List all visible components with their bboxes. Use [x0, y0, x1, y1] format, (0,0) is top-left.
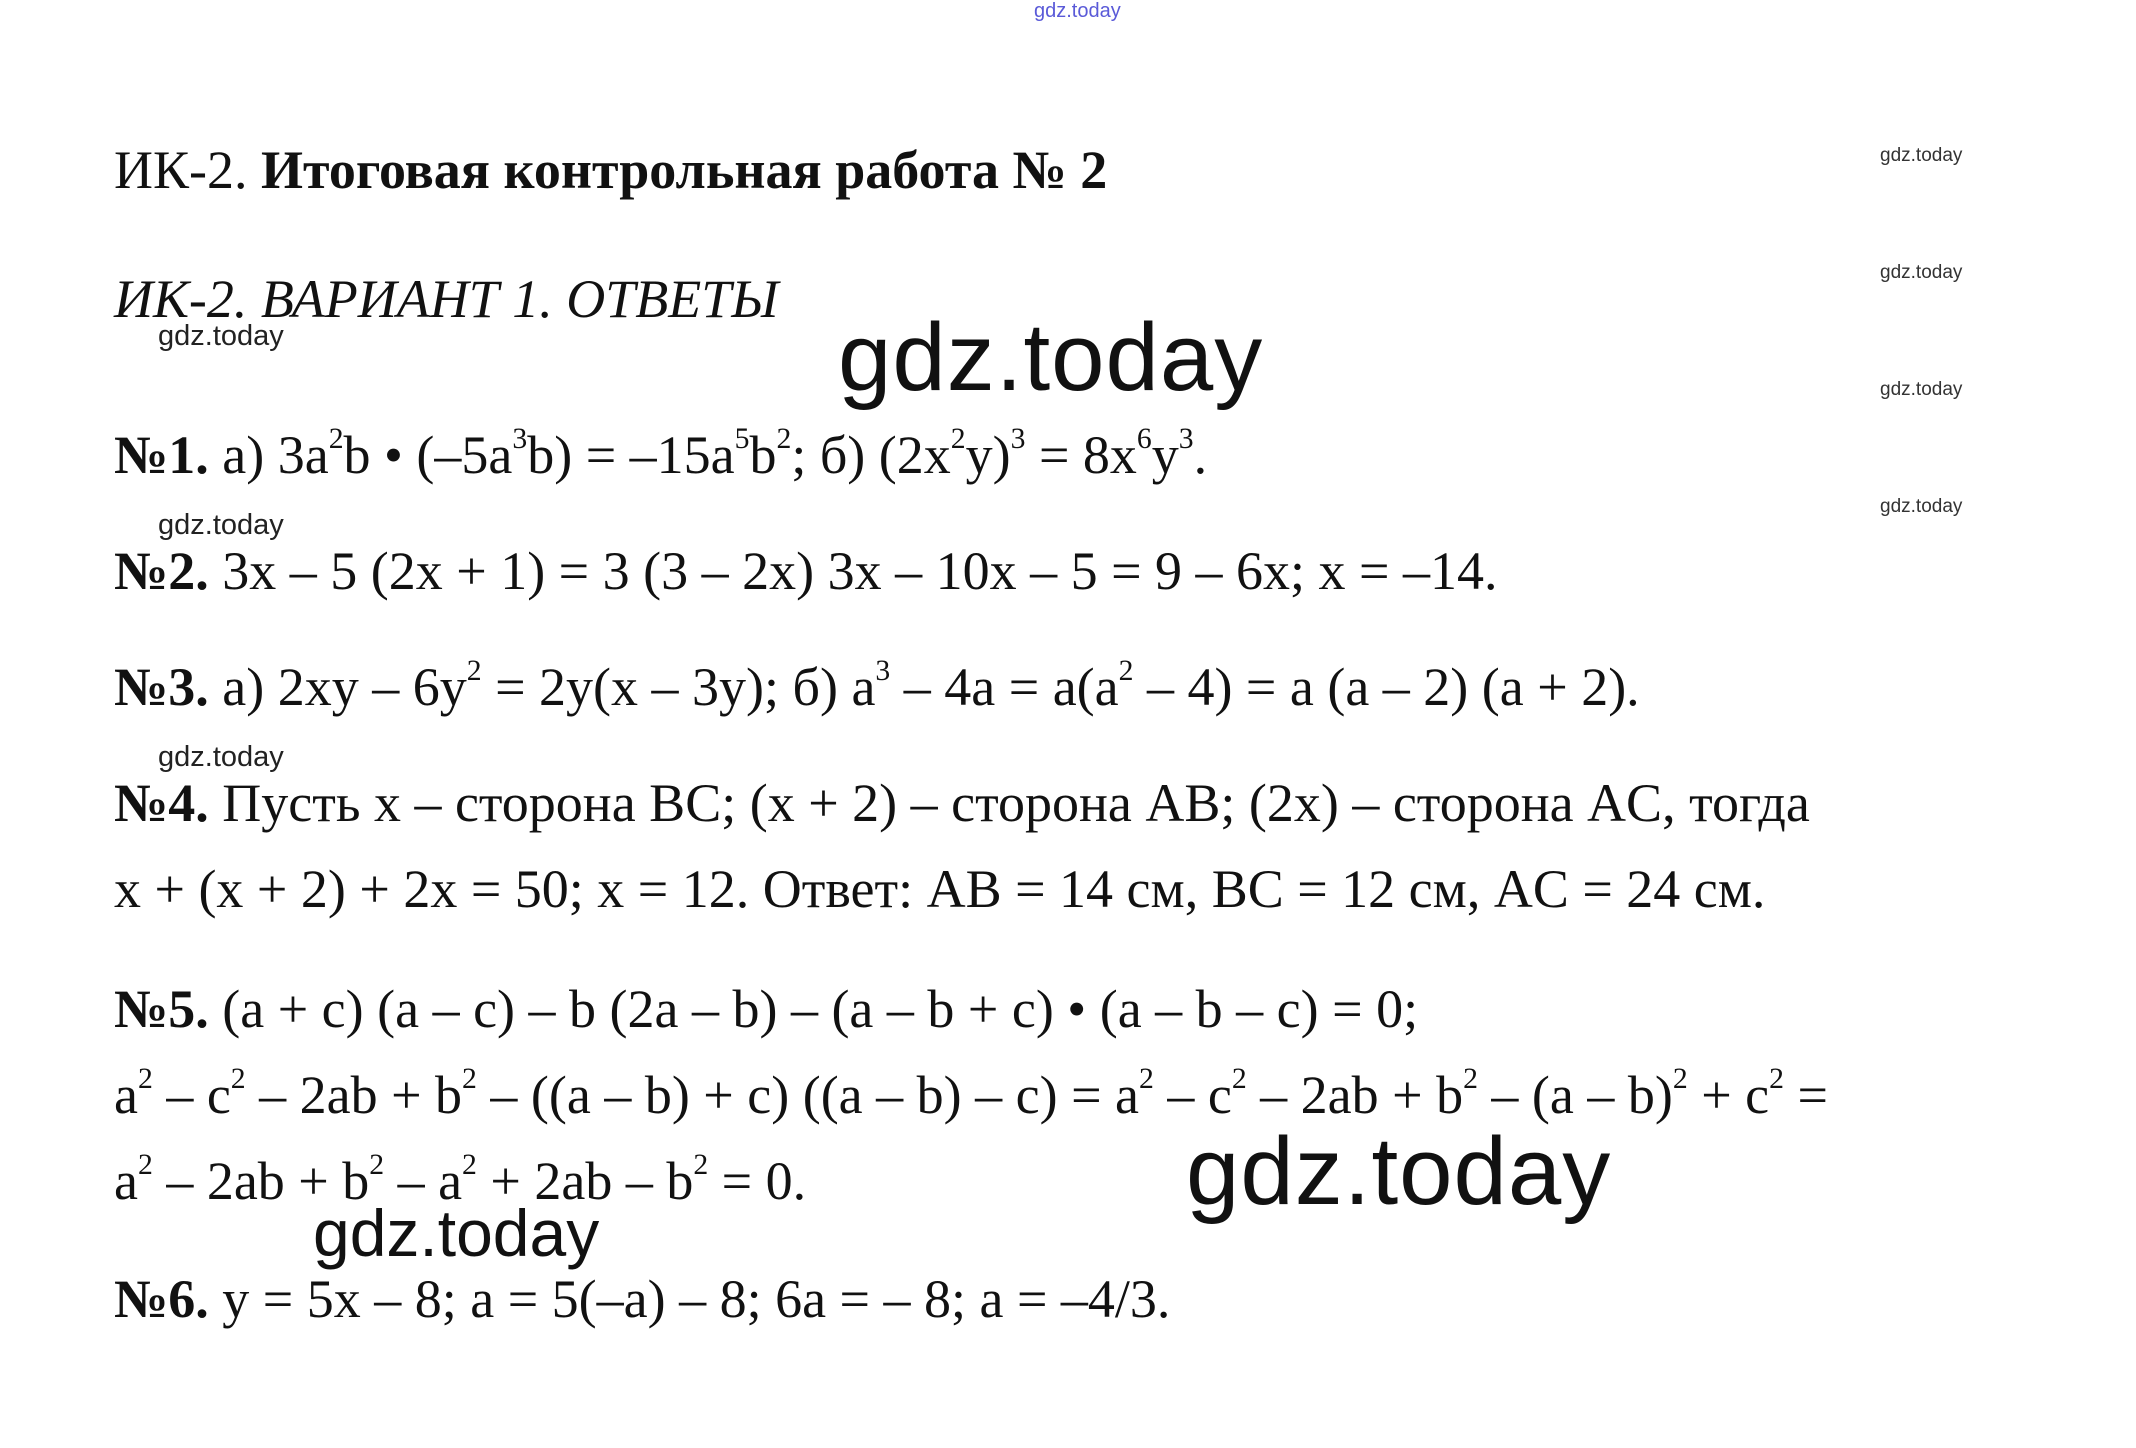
watermark-small: gdz.today [158, 741, 284, 773]
problem-number: №5. [114, 979, 209, 1039]
problem-text: (a + c) (a – c) – b (2a – b) – (a – b + c) • (a – b – c) = 0; [222, 979, 1419, 1039]
watermark-big: gdz.today [1186, 1118, 1612, 1225]
problem-6 [114, 1269, 1171, 1329]
title-text: Итоговая контрольная работа № 2 [261, 140, 1108, 200]
problem-number: №4. [114, 773, 209, 833]
watermark-mid: gdz.today [313, 1196, 600, 1270]
problem-number: №1. [114, 425, 209, 485]
variant-subtitle: ИК-2. ВАРИАНТ 1. ОТВЕТЫ [114, 269, 779, 329]
problem-text: y = 5x – 8; a = 5(–a) – 8; 6a = – 8; a = –4/3. [222, 1269, 1171, 1329]
watermark-top: gdz.today [1034, 0, 1121, 22]
title-code: ИК-2. [114, 140, 248, 200]
problem-4-line-1 [114, 773, 1810, 833]
problem-number: №3. [114, 657, 209, 717]
problem-5-line-3: $a^2 - 2ab + b^2 - a^2 + 2ab - b^2 = 0$. [114, 1148, 807, 1211]
watermark-small: gdz.today [158, 320, 284, 352]
watermark-right: gdz.today [1880, 262, 1963, 283]
problem-number: №2. [114, 541, 209, 601]
watermark-right: gdz.today [1880, 145, 1963, 166]
problem-5-line-1 [114, 979, 1419, 1039]
problem-4-line-2: x + (x + 2) + 2x = 50; x = 12. Ответ: AB = 14 см, BC = 12 см, AC = 24 см. [114, 859, 1766, 919]
problem-number: №6. [114, 1269, 209, 1329]
watermark-big: gdz.today [838, 304, 1264, 411]
watermark-small: gdz.today [158, 509, 284, 541]
watermark-right: gdz.today [1880, 496, 1963, 517]
problem-text: 3x – 5 (2x + 1) = 3 (3 – 2x) 3x – 10x – 5 = 9 – 6x; x = –14. [222, 541, 1498, 601]
problem-3: №3. а) $2xy - 6y^2 = 2y(x - 3y)$; б) $a^3 - 4a = a(a^2 - 4) = a$ (a – 2) (a + 2). [114, 654, 1640, 717]
problem-2 [114, 541, 1498, 601]
problem-1: №1. а) $3a^2b$ • $(-5a^3b) = -15a^5b^2$; б) $(2x^2y)^3 = 8x^6y^3$. [114, 422, 1208, 485]
problem-text: Пусть x – сторона BC; (x + 2) – сторона AB; (2x) – сторона AC, тогда [222, 773, 1810, 833]
problem-5-line-2: $a^2 - c^2 - 2ab + b^2 - ((a - b) + c)$ $((a - b) - c) = a^2 - c^2 - 2ab + b^2 - (a - b)^2 + c^2$ = [114, 1062, 1828, 1125]
watermark-right: gdz.today [1880, 379, 1963, 400]
page-title [114, 140, 1108, 200]
